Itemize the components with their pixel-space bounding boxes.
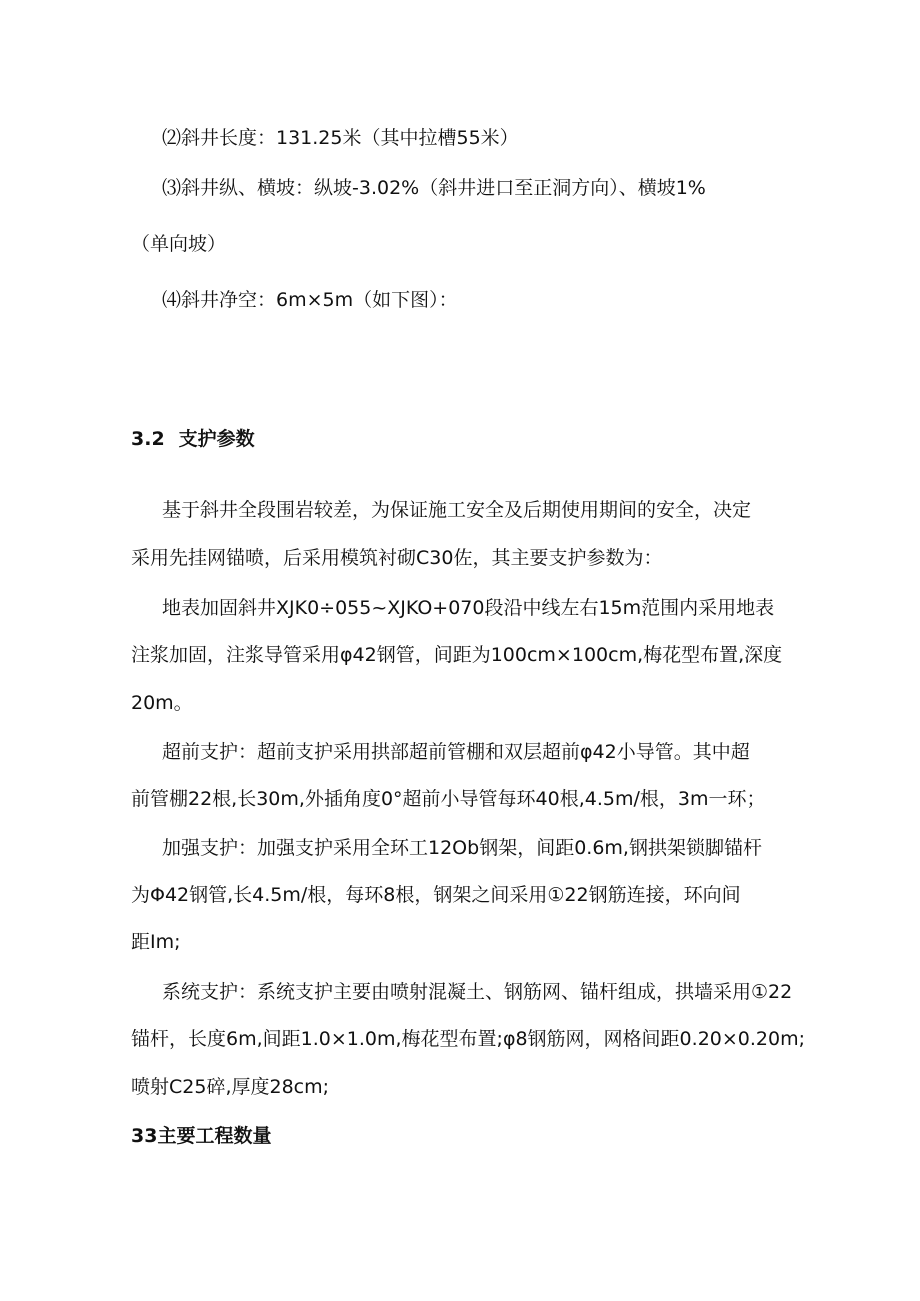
paragraph-intro-continued: 采用先挂网锚喷，后采用模筑衬砌C30佐，其主要支护参数为：	[131, 547, 663, 569]
item-inclined-shaft-slope-continued: （单向坡）	[131, 233, 227, 255]
paragraph-advance-support-line2: 前管棚22根,长30m,外插角度0°超前小导管每环40根,4.5m∕根，3m一环；	[131, 788, 766, 810]
paragraph-system-support-line3: 喷射C25碎,厚度28cm;	[131, 1076, 330, 1098]
item-inclined-shaft-slope: ⑶斜井纵、横坡：纵坡-3.02%（斜井进口至正洞方向）、横坡1%	[162, 177, 706, 199]
item-inclined-shaft-clearance: ⑷斜井净空：6m×5m（如下图）：	[162, 289, 458, 311]
paragraph-surface-reinforcement-line3: 20m。	[131, 692, 193, 714]
paragraph-system-support: 系统支护：系统支护主要由喷射混凝土、钢筋网、锚杆组成，拱墙采用①22	[162, 981, 793, 1003]
item-inclined-shaft-length: ⑵斜井长度：131.25米（其中拉槽55米）	[162, 127, 519, 149]
paragraph-surface-reinforcement-line2: 注浆加固，注浆导管采用φ42钢管，间距为100cm×100cm,梅花型布置,深度	[131, 644, 783, 666]
paragraph-system-support-line2: 锚杆，长度6m,间距1.0×1.0m,梅花型布置;φ8钢筋网，网格间距0.20×0.20m;	[131, 1028, 806, 1050]
paragraph-reinforced-support: 加强支护：加强支护采用全环工12Ob钢架，间距0.6m,钢拱架锁脚锚杆	[162, 837, 762, 859]
paragraph-intro: 基于斜井全段围岩较差，为保证施工安全及后期使用期间的安全，决定	[162, 499, 752, 521]
section-title: 支护参数	[178, 428, 255, 450]
paragraph-surface-reinforcement: 地表加固斜井XJK0÷055~XJKO+070段沿中线左右15m范围内采用地表	[162, 597, 775, 619]
paragraph-reinforced-support-line2: 为Φ42钢管,长4.5m∕根，每环8根，钢架之间采用①22钢筋连接，环向间	[131, 884, 741, 906]
paragraph-reinforced-support-line3: 距Im;	[131, 931, 181, 953]
paragraph-advance-support: 超前支护：超前支护采用拱部超前管棚和双层超前φ42小导管。其中超	[162, 741, 750, 763]
section-number: 3.2	[131, 428, 165, 450]
section-heading-3-2	[131, 427, 255, 451]
section-heading-3-3: 33主要工程数量	[131, 1125, 272, 1147]
